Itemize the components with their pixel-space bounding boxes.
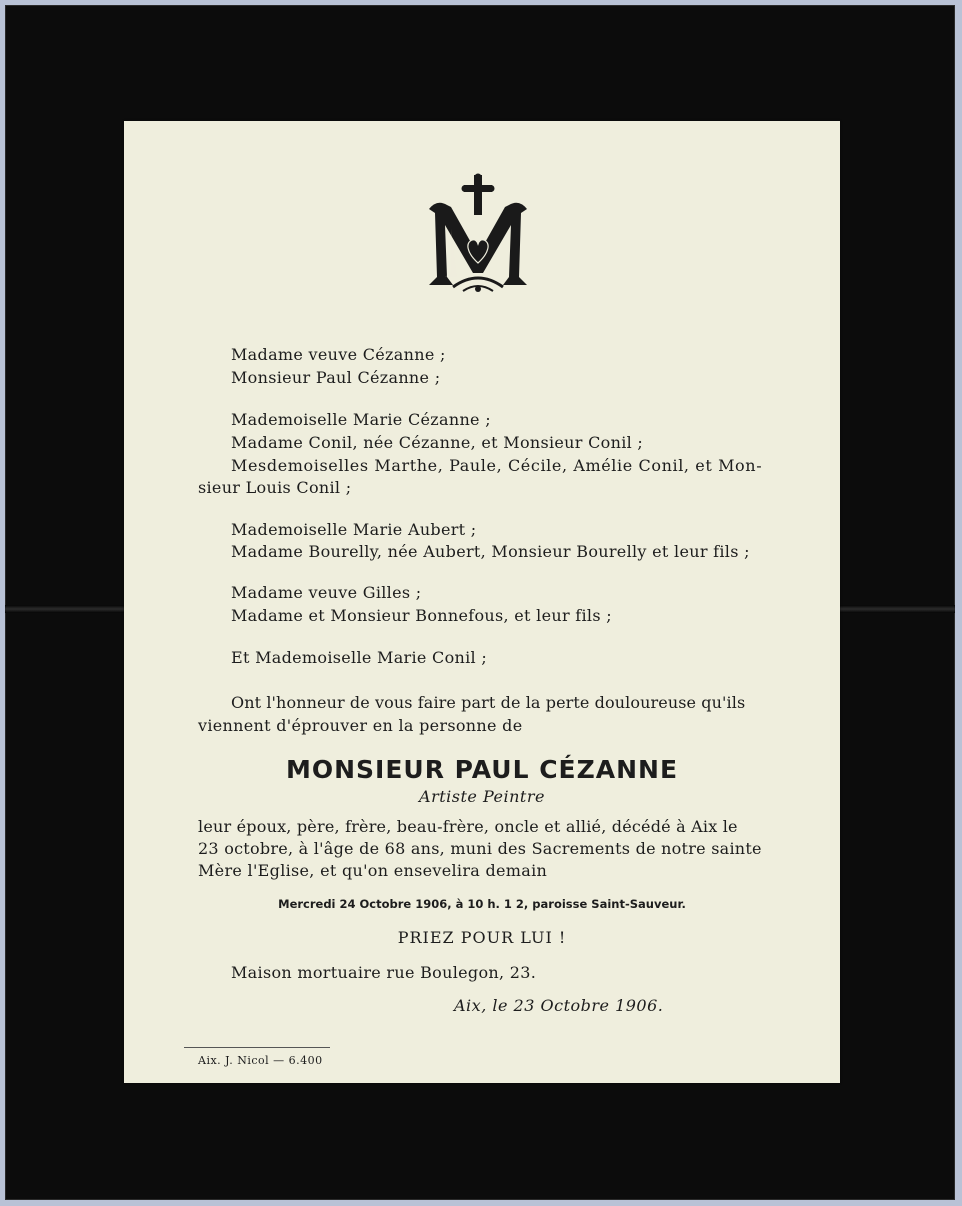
house-of-mourning: Maison mortuaire rue Boulegon, 23.	[231, 963, 537, 982]
marian-monogram-icon	[423, 173, 533, 295]
line-announcement: viennent d'éprouver en la personne de	[198, 716, 523, 735]
line-mourner: Monsieur Paul Cézanne ;	[231, 368, 441, 387]
line-mourner: Madame veuve Cézanne ;	[231, 345, 446, 364]
line-mourner: Madame veuve Gilles ;	[231, 583, 422, 602]
line-mourner: Mesdemoiselles Marthe, Paule, Cécile, Amélie Conil, et Mon-	[231, 456, 763, 475]
place-and-date: Aix, le 23 Octobre 1906.	[454, 996, 664, 1015]
line-mourner: Madame et Monsieur Bonnefous, et leur fils ;	[231, 606, 612, 625]
line-body: leur époux, père, frère, beau-frère, oncle et allié, décédé à Aix le	[198, 817, 738, 836]
funeral-notice-card	[124, 121, 840, 1083]
line-mourner: Mademoiselle Marie Aubert ;	[231, 520, 477, 539]
deceased-name: MONSIEUR PAUL CÉZANNE	[285, 755, 679, 784]
printer-rule	[184, 1047, 330, 1048]
prayer-line: PRIEZ POUR LUI !	[397, 928, 567, 947]
line-announcement: Ont l'honneur de vous faire part de la perte douloureuse qu'ils	[231, 693, 746, 712]
line-mourner: sieur Louis Conil ;	[198, 478, 352, 497]
line-mourner: Mademoiselle Marie Cézanne ;	[231, 410, 491, 429]
line-body: 23 octobre, à l'âge de 68 ans, muni des Sacrements de notre sainte	[198, 839, 762, 858]
line-mourner: Madame Bourelly, née Aubert, Monsieur Bourelly et leur fils ;	[231, 542, 750, 561]
line-mourner: Et Mademoiselle Marie Conil ;	[231, 648, 488, 667]
printer-credit: Aix. J. Nicol — 6.400	[198, 1054, 323, 1067]
funeral-mass-info: Mercredi 24 Octobre 1906, à 10 h. 1 2, paroisse Saint-Sauveur.	[278, 897, 686, 911]
line-mourner: Madame Conil, née Cézanne, et Monsieur Conil ;	[231, 433, 644, 452]
line-body: Mère l'Eglise, et qu'on ensevelira demain	[198, 861, 548, 880]
deceased-title: Artiste Peintre	[419, 787, 545, 806]
